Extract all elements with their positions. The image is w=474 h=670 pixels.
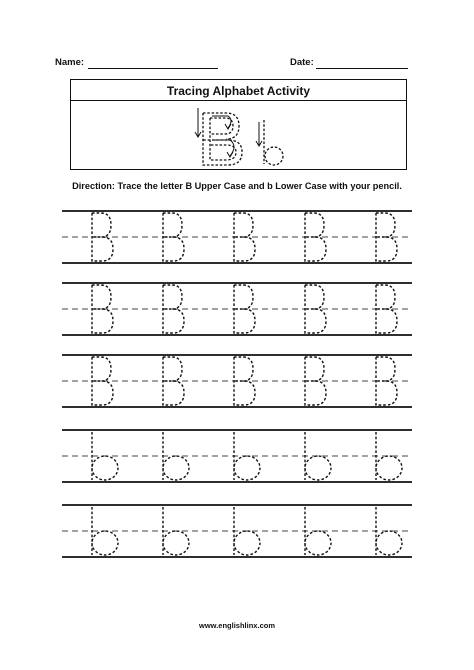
tracing-letter-upper-b: [163, 213, 184, 261]
direction-text: Direction: Trace the letter B Upper Case and b Lower Case with your pencil.: [72, 181, 402, 191]
tracing-letter-upper-b: [92, 213, 113, 261]
tracing-letter-upper-b: [92, 285, 113, 333]
tracing-letter-upper-b: [163, 357, 184, 405]
footer-url: www.englishlinx.com: [199, 621, 275, 630]
tracing-letter-upper-b: [234, 357, 255, 405]
tracing-letter-upper-b: [234, 285, 255, 333]
page-title: Tracing Alphabet Activity: [166, 84, 311, 98]
tracing-letter-lower-b: [376, 432, 402, 480]
date-label: Date:: [290, 57, 314, 68]
tracing-letter-upper-b: [92, 357, 113, 405]
tracing-letter-upper-b: [234, 213, 255, 261]
name-label: Name:: [55, 57, 85, 68]
tracing-letter-upper-b: [163, 285, 184, 333]
tracing-letter-lower-b: [376, 507, 402, 555]
